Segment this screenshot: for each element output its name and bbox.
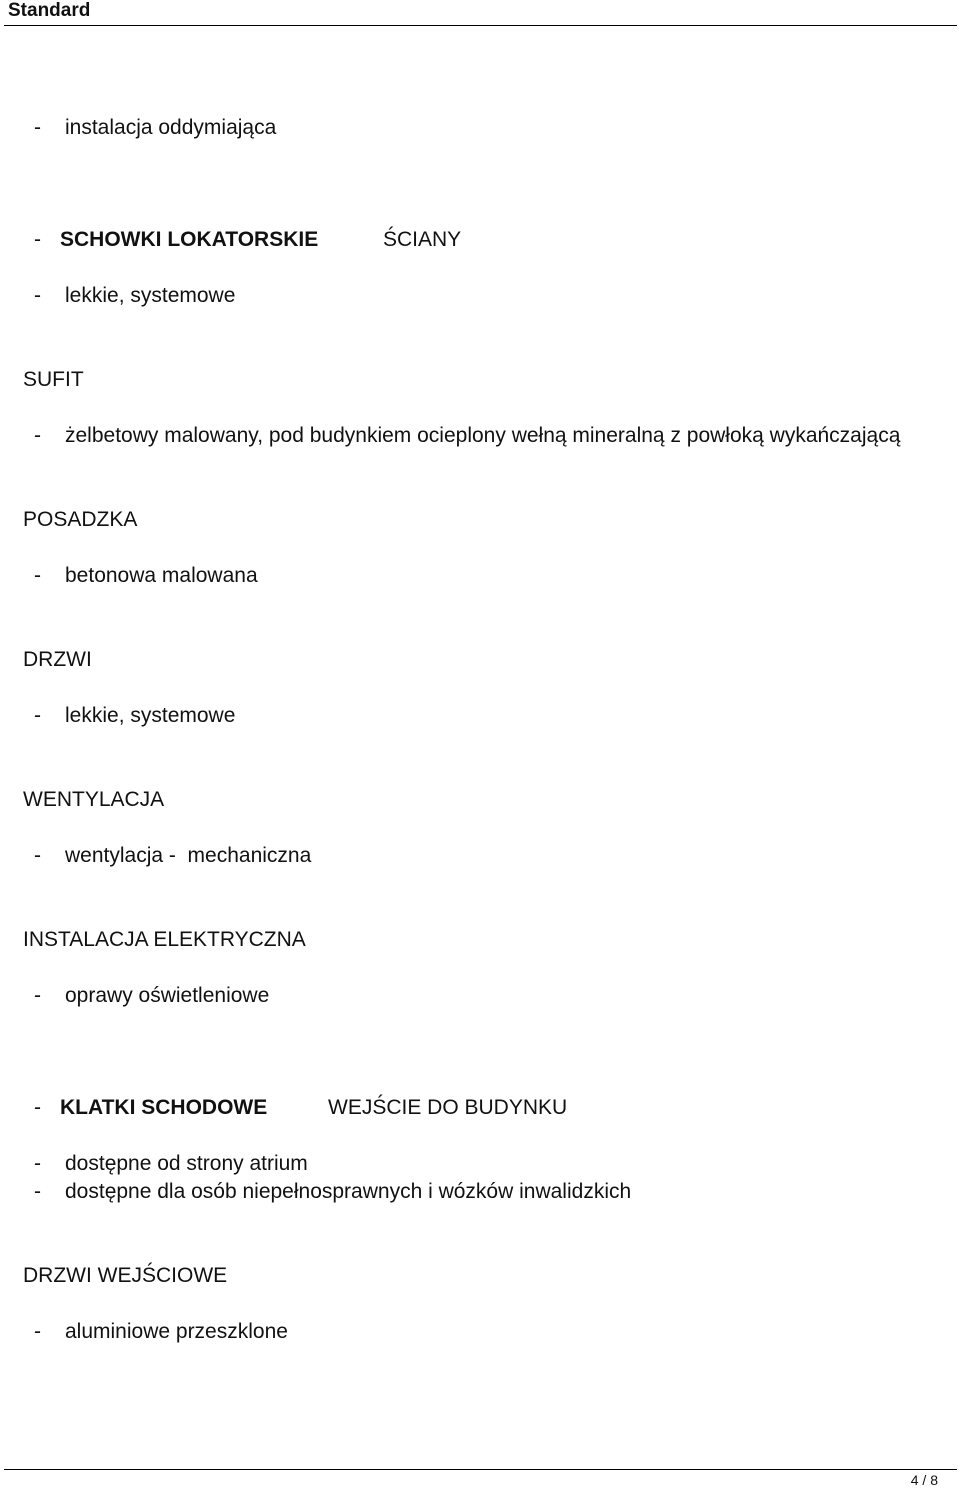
bullet-dash: - (34, 424, 41, 447)
subsection-heading: WENTYLACJA (23, 788, 165, 811)
bullet-dash: - (34, 844, 41, 867)
subsection-heading: SUFIT (23, 368, 84, 391)
list-item-text: dostępne dla osób niepełnosprawnych i wózków inwalidzkich (65, 1180, 632, 1203)
list-item-text: dostępne od strony atrium (65, 1152, 308, 1175)
subsection-heading: ŚCIANY (383, 228, 462, 251)
bullet-dash: - (34, 1096, 41, 1119)
subsection-heading: WEJŚCIE DO BUDYNKU (328, 1096, 568, 1119)
bullet-dash: - (34, 984, 41, 1007)
footer-divider (4, 1469, 957, 1470)
page-number: 4 / 8 (910, 1472, 938, 1488)
subsection-heading: DRZWI (23, 648, 92, 671)
bullet-dash: - (34, 1320, 41, 1343)
list-item-text: wentylacja - mechaniczna (65, 844, 312, 867)
subsection-heading: DRZWI WEJŚCIOWE (23, 1264, 228, 1287)
page-header-title: Standard (8, 0, 91, 21)
subsection-heading: INSTALACJA ELEKTRYCZNA (23, 928, 306, 951)
bullet-dash: - (34, 704, 41, 727)
list-item-text: lekkie, systemowe (65, 704, 236, 727)
section-title: KLATKI SCHODOWE (60, 1096, 268, 1119)
section-title: SCHOWKI LOKATORSKIE (60, 228, 319, 251)
list-item-text: betonowa malowana (65, 564, 258, 587)
list-item-text: aluminiowe przeszklone (65, 1320, 288, 1343)
bullet-dash: - (34, 1180, 41, 1203)
bullet-dash: - (34, 564, 41, 587)
subsection-heading: POSADZKA (23, 508, 138, 531)
list-item-text: lekkie, systemowe (65, 284, 236, 307)
header-divider (4, 25, 957, 26)
bullet-dash: - (34, 284, 41, 307)
bullet-dash: - (34, 228, 41, 251)
list-item-text: instalacja oddymiająca (65, 116, 277, 139)
bullet-dash: - (34, 116, 41, 139)
list-item-text: oprawy oświetleniowe (65, 984, 270, 1007)
bullet-dash: - (34, 1152, 41, 1175)
list-item-text: żelbetowy malowany, pod budynkiem ocieplony wełną mineralną z powłoką wykańczającą (65, 424, 901, 447)
